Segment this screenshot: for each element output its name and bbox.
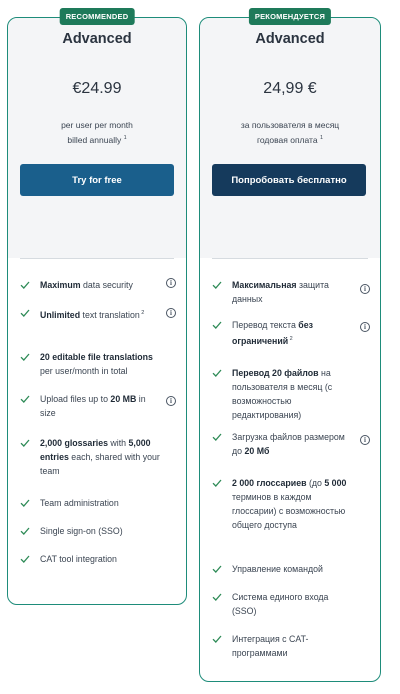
- feature-text-part: Максимальная: [232, 280, 297, 290]
- footnote-2: 2: [139, 310, 145, 316]
- check-icon: [20, 438, 30, 448]
- billing-line-1: за пользователя в месяц: [240, 120, 340, 130]
- feature-text: [40, 438, 160, 476]
- info-icon[interactable]: i: [166, 396, 176, 406]
- feature-text: [40, 554, 117, 564]
- divider: [212, 258, 368, 259]
- feature-text-part: Система единого входа (SSO): [232, 592, 329, 616]
- check-icon: [212, 634, 222, 644]
- footnote-1: 1: [319, 135, 324, 141]
- check-icon: [20, 394, 30, 404]
- feature-text-part: 20 MB: [110, 394, 137, 404]
- plan-name: Advanced: [255, 31, 325, 47]
- feature-text-part: терминов в каждом глоссарии) с возможностью общего доступа: [232, 492, 346, 530]
- feature-text: [40, 310, 144, 320]
- feature-item: [20, 552, 178, 566]
- check-icon: [212, 432, 222, 442]
- check-icon: [212, 478, 222, 488]
- feature-text: [232, 368, 332, 420]
- billing-info: [8, 119, 186, 147]
- feature-text: [40, 394, 146, 418]
- feature-text-part: Unlimited: [40, 309, 81, 320]
- check-icon: [212, 368, 222, 378]
- feature-text-part: with: [107, 438, 129, 448]
- feature-text: [232, 280, 329, 304]
- feature-text-part: Загрузка файлов размером до: [232, 432, 345, 456]
- feature-text: [232, 634, 308, 658]
- feature-text-part: 20 editable file translations: [40, 352, 153, 362]
- footnote-1: 1: [123, 135, 127, 141]
- try-for-free-button[interactable]: Try for free: [20, 164, 174, 196]
- check-icon: [20, 308, 30, 318]
- billing-line-2: годовая оплата: [256, 134, 318, 145]
- feature-item: [20, 392, 178, 420]
- billing-info: [200, 119, 380, 147]
- feature-item: [212, 366, 372, 422]
- check-icon: [212, 280, 222, 290]
- pricing-card-en: [7, 12, 187, 605]
- feature-item: [20, 350, 178, 378]
- feature-item: [212, 278, 372, 306]
- feature-text: [232, 432, 345, 456]
- feature-text-part: Single sign-on (SSO): [40, 526, 123, 536]
- feature-item: [20, 278, 178, 292]
- feature-text-part: text translation: [80, 309, 140, 320]
- feature-text-part: 2,000 glossaries: [40, 438, 108, 448]
- feature-text-part: in size: [40, 394, 146, 418]
- billing-line-1: per user per month: [61, 120, 133, 130]
- card-header: [200, 12, 380, 258]
- feature-item: [20, 496, 178, 510]
- feature-text: [232, 478, 346, 530]
- feature-text-part: Перевод 20 файлов: [232, 368, 319, 378]
- feature-item: [20, 306, 178, 322]
- feature-text: [232, 564, 323, 574]
- info-icon[interactable]: i: [166, 278, 176, 288]
- feature-text-part: data security: [80, 280, 133, 290]
- check-icon: [20, 352, 30, 362]
- plan-name: Advanced: [62, 31, 132, 47]
- feature-text-part: без ограничений: [232, 320, 313, 346]
- feature-text-part: 5 000: [324, 478, 347, 488]
- recommended-badge: RECOMMENDED: [60, 8, 135, 25]
- feature-text-part: CAT tool integration: [40, 554, 117, 564]
- footnote-2: 2: [288, 336, 293, 342]
- feature-item: [212, 430, 372, 458]
- plan-price: 24,99 €: [263, 80, 317, 97]
- feature-text: [40, 352, 153, 376]
- feature-text: [232, 320, 313, 346]
- card-header: [8, 12, 186, 258]
- feature-text-part: per user/month in total: [40, 366, 128, 376]
- feature-text: [40, 280, 133, 290]
- pricing-card-ru: [199, 12, 381, 682]
- feature-item: [212, 476, 372, 532]
- feature-text: [40, 498, 119, 508]
- feature-text-part: на пользователя в месяц (с возможностью редактирования): [232, 368, 333, 420]
- feature-text-part: Интеграция с CAT-программами: [232, 634, 309, 658]
- info-icon[interactable]: i: [360, 322, 370, 332]
- feature-text-part: Управление командой: [232, 564, 323, 574]
- feature-item: [20, 524, 178, 538]
- check-icon: [212, 592, 222, 602]
- plan-price: €24.99: [72, 80, 122, 97]
- info-icon[interactable]: i: [360, 284, 370, 294]
- feature-text-part: 20 Мб: [244, 446, 270, 456]
- feature-item: [212, 632, 372, 660]
- feature-text-part: each, shared with your team: [40, 452, 160, 476]
- feature-item: [212, 590, 372, 618]
- check-icon: [20, 526, 30, 536]
- feature-text-part: Upload files up to: [40, 394, 111, 404]
- check-icon: [20, 498, 30, 508]
- recommended-badge: РЕКОМЕНДУЕТСЯ: [249, 8, 331, 25]
- feature-text-part: 2 000 глоссариев: [232, 478, 307, 488]
- feature-item: [212, 318, 372, 348]
- billing-line-2: billed annually: [67, 134, 122, 145]
- try-for-free-button[interactable]: Попробовать бесплатно: [212, 164, 366, 196]
- check-icon: [212, 564, 222, 574]
- feature-text: [40, 526, 123, 536]
- feature-text: [232, 592, 328, 616]
- feature-text-part: Team administration: [40, 498, 119, 508]
- feature-item: [212, 562, 372, 576]
- check-icon: [20, 280, 30, 290]
- feature-text-part: защита данных: [232, 280, 329, 304]
- feature-text-part: 5,000 entries: [40, 438, 151, 462]
- check-icon: [212, 320, 222, 330]
- feature-text-part: Maximum: [40, 280, 81, 290]
- check-icon: [20, 554, 30, 564]
- info-icon[interactable]: i: [166, 308, 176, 318]
- feature-item: [20, 436, 178, 478]
- divider: [20, 258, 174, 259]
- info-icon[interactable]: i: [360, 435, 370, 445]
- feature-text-part: (до: [306, 478, 325, 488]
- feature-text-part: Перевод текста: [232, 320, 299, 330]
